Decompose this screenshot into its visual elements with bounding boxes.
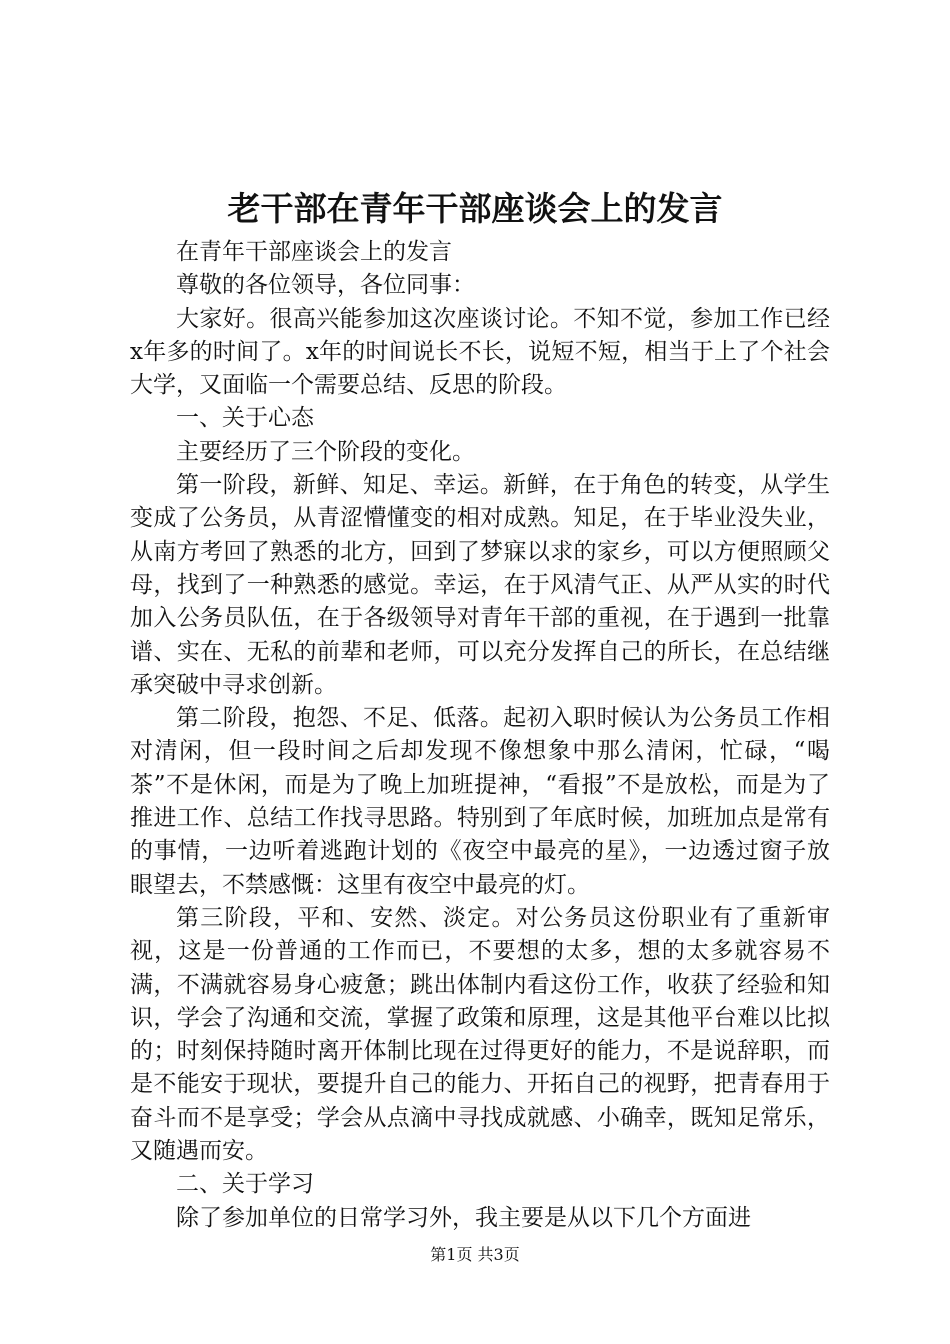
paragraph-stages-summary: 主要经历了三个阶段的变化。 bbox=[176, 438, 475, 465]
section-heading-mindset: 一、关于心态 bbox=[176, 405, 314, 432]
section-heading-study: 二、关于学习 bbox=[176, 1171, 314, 1198]
page-number: 第1页 共3页 bbox=[430, 1245, 520, 1264]
paragraph-subtitle: 在青年干部座谈会上的发言 bbox=[176, 239, 452, 265]
paragraph-intro: 大家好。很高兴能参加这次座谈讨论。不知不觉，参加工作已经x年多的时间了。x年的时间说长不长，说短不短，相当于上了个社会大学，又面临一个需要总结、反思的阶段。 bbox=[130, 305, 830, 399]
paragraph-stage-one: 第一阶段，新鲜、知足、幸运。新鲜，在于角色的转变，从学生变成了公务员，从青涩懵懂变的相对成熟。知足，在于毕业没失业，从南方考回了熟悉的北方，回到了梦寐以求的家乡，可以方便照顾父母，找到了一种熟悉的感觉。幸运，在于风清气正、从严从实的时代加入公务员队伍，在于各级领导对青年干部的重视，在于遇到一批靠谱、实在、无私的前辈和老师，可以充分发挥自己的所长，在总结继承突破中寻求创新。 bbox=[130, 472, 830, 698]
paragraph-study: 除了参加单位的日常学习外，我主要是从以下几个方面进 bbox=[176, 1204, 751, 1231]
document-body bbox=[130, 236, 830, 1235]
document-title: 老干部在青年干部座谈会上的发言 bbox=[227, 189, 723, 228]
paragraph-salutation: 尊敬的各位领导，各位同事： bbox=[176, 272, 475, 299]
paragraph-stage-three: 第三阶段，平和、安然、淡定。对公务员这份职业有了重新审视，这是一份普通的工作而已，不要想的太多，想的太多就容易不满，不满就容易身心疲惫；跳出体制内看这份工作，收获了经验和知识，学会了沟通和交流，掌握了政策和原理，这是其他平台难以比拟的；时刻保持随时离开体制比现在过得更好的能力，不是说辞职，而是不能安于现状，要提升自己的能力、开拓自己的视野，把青春用于奋斗而不是享受；学会从点滴中寻找成就感、小确幸，既知足常乐，又随遇而安。 bbox=[130, 904, 830, 1165]
paragraph-stage-two: 第二阶段，抱怨、不足、低落。起初入职时候认为公务员工作相对清闲，但一段时间之后却发现不像想象中那么清闲，忙碌，“喝茶”不是休闲，而是为了晚上加班提神，“看报”不是放松，而是为了推进工作、总结工作找寻思路。特别到了年底时候，加班加点是常有的事情，一边听着逃跑计划的《夜空中最亮的星》，一边透过窗子放眼望去，不禁感慨：这里有夜空中最亮的灯。 bbox=[130, 705, 830, 898]
